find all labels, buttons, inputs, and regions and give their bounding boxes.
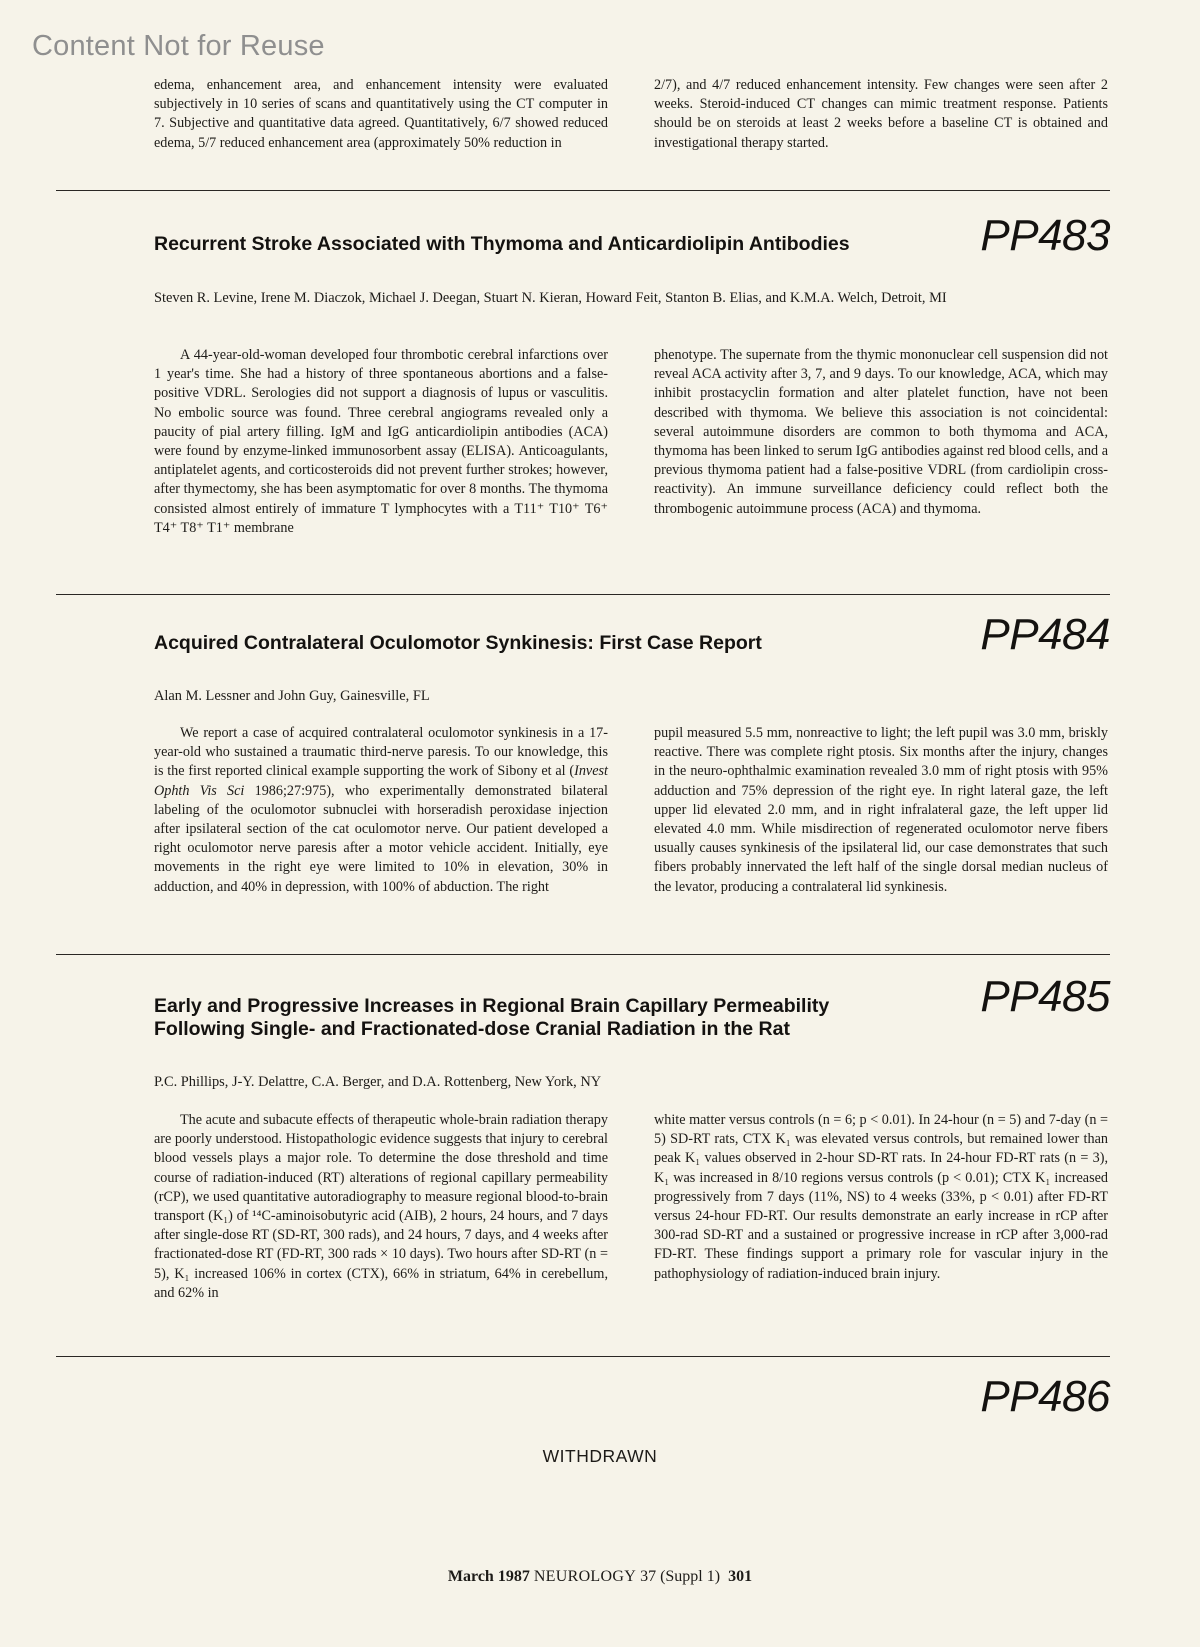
watermark: Content Not for Reuse (32, 30, 325, 62)
citation-journal: Invest Ophth Vis Sci (154, 763, 608, 799)
abstract-text: We report a case of acquired contralateral oculomotor synkinesis in a 17-year-old who sustained a traumatic third-nerve paresis. To our knowledge, this is the first reported clinical example supporting the work of Sibony et al ( (154, 725, 608, 780)
page-number: 301 (728, 1568, 753, 1585)
abstract-body-left-pp484 (154, 724, 608, 897)
abstract-authors-pp484: Alan M. Lessner and John Guy, Gainesville, FL (154, 688, 430, 704)
divider-rule (56, 594, 1110, 595)
abstract-number-pp484: PP484 (980, 610, 1110, 659)
footer-volume: 37 (Suppl 1) (640, 1568, 721, 1585)
divider-rule (56, 1356, 1110, 1357)
abstract-title-pp485: Early and Progressive Increases in Regional Brain Capillary Permeability Following Single- and Fractionated-dose Cranial Radiation in the Rat (154, 995, 830, 1040)
divider-rule (56, 954, 1110, 955)
abstract-body-right-pp485: white matter versus controls (n = 6; p < 0.01). In 24-hour (n = 5) and 7-day (n = 5) SD-RT rats, CTX K₁ was elevated versus controls, but remained lower than peak K₁ values observed in 2-hour SD-RT rats. In 24-hour FD-RT rats (n = 3), K₁ was increased in 8/10 regions versus controls (p < 0.01); CTX K₁ increased progressively from 7 days (11%, NS) to 4 weeks (33%, p < 0.01) after FD-RT versus 24-hour FD-RT. Our results demonstrate an early increase in rCP after 300-rad SD-RT and a sustained or progressive increase in rCP after 3,000-rad FD-RT. These findings support a primary role for vascular injury in the pathophysiology of radiation-induced brain injury. (654, 1112, 1108, 1282)
footer-journal: NEUROLOGY (533, 1568, 637, 1585)
abstract-text: 1986;27:975), who experimentally demonstrated bilateral labeling of the oculomotor subnuclei with horseradish peroxidase injection after ipsilateral section of the cat oculomotor nerve. Our patient developed a right oculomotor nerve paresis after a motor vehicle accident. Initially, eye movements in the right eye were limited to 10% in elevation, 30% in adduction, and 40% in depression, with 100% of abduction. The right (154, 782, 608, 895)
abstract-body-right-pp484: pupil measured 5.5 mm, nonreactive to light; the left pupil was 3.0 mm, briskly reactive. There was complete right ptosis. Six months after the injury, changes in the neuro-ophthalmic examination revealed 3.0 mm of right ptosis with 95% adduction and 75% depression of the right eye. In right lateral gaze, the left upper lid elevated 2.0 mm, and in right infralateral gaze, the left upper lid elevated 4.0 mm. While misdirection of regenerated oculomotor nerve fibers usually causes synkinesis of the ipsilateral lid, our case demonstrates that such fibers probably innervated the left half of the single dorsal median nucleus of the levator, producing a contralateral lid synkinesis. (654, 725, 1108, 895)
footer-date: March 1987 (447, 1568, 530, 1585)
abstract-title-pp484: Acquired Contralateral Oculomotor Synkinesis: First Case Report (154, 632, 762, 654)
top-fragment-right: 2/7), and 4/7 reduced enhancement intensity. Few changes were seen after 2 weeks. Steroid-induced CT changes can mimic treatment response. Patients should be on steroids at least 2 weeks before a baseline CT is obtained and investigational therapy started. (654, 77, 1108, 151)
page-footer (0, 1568, 1200, 1586)
abstract-body-left-pp485: The acute and subacute effects of therapeutic whole-brain radiation therapy are poorly understood. Histopathologic evidence suggests that injury to cerebral blood vessels plays a major role. To determine the dose threshold and time course of radiation-induced (RT) alterations of regional capillary permeability (rCP), we used quantitative autoradiography to measure regional blood-to-brain transport (K₁) of ¹⁴C-aminoisobutyric acid (AIB), 2 hours, 24 hours, and 7 days after single-dose RT (SD-RT, 300 rads), and 24 hours, 7 days, and 4 weeks after fractionated-dose RT (FD-RT, 300 rads × 10 days). Two hours after SD-RT (n = 5), K₁ increased 106% in cortex (CTX), 66% in striatum, 64% in cerebellum, and 62% in (154, 1112, 608, 1301)
withdrawn-notice: WITHDRAWN (542, 1446, 658, 1466)
abstract-number-pp486: PP486 (980, 1372, 1110, 1421)
abstract-number-pp485: PP485 (980, 972, 1110, 1021)
abstract-body-left-pp483: A 44-year-old-woman developed four thrombotic cerebral infarctions over 1 year's time. She had a history of three spontaneous abortions and a false-positive VDRL. Serologies did not support a diagnosis of lupus or vasculitis. No embolic source was found. Three cerebral angiograms revealed only a paucity of pial artery filling. IgM and IgG anticardiolipin antibodies (ACA) were found by enzyme-linked immunosorbent assay (ELISA). Anticoagulants, antiplatelet agents, and corticosteroids did not prevent further strokes; however, after thymectomy, she has been asymptomatic for over 8 months. The thymoma consisted almost entirely of immature T lymphocytes with a T11⁺ T10⁺ T6⁺ T4⁺ T8⁺ T1⁺ membrane (154, 347, 608, 536)
abstract-authors-pp485: P.C. Phillips, J-Y. Delattre, C.A. Berger, and D.A. Rottenberg, New York, NY (154, 1074, 602, 1090)
abstract-number-pp483: PP483 (980, 211, 1110, 260)
abstract-authors-pp483: Steven R. Levine, Irene M. Diaczok, Michael J. Deegan, Stuart N. Kieran, Howard Feit, Stanton B. Elias, and K.M.A. Welch, Detroit, MI (154, 290, 947, 306)
abstract-body-right-pp483: phenotype. The supernate from the thymic mononuclear cell suspension did not reveal ACA activity after 3, 7, and 9 days. To our knowledge, ACA, which may inhibit prostacyclin formation and alter platelet function, have not been described with thymoma. We believe this association is not coincidental: several autoimmune disorders are common to both thymoma and ACA, thymoma has been linked to serum IgG antibodies against red blood cells, and a previous thymoma patient had a false-positive VDRL (from cardiolipin cross-reactivity). An immune surveillance deficiency could reflect both the thrombogenic autoimmune process (ACA) and thymoma. (654, 347, 1108, 517)
abstract-title-pp483: Recurrent Stroke Associated with Thymoma and Anticardiolipin Antibodies (154, 233, 850, 255)
divider-rule (56, 190, 1110, 191)
top-fragment-left: edema, enhancement area, and enhancement intensity were evaluated subjectively in 10 series of scans and quantitatively using the CT computer in 7. Subjective and quantitative data agreed. Quantitatively, 6/7 showed reduced edema, 5/7 reduced enhancement area (approximately 50% reduction in (154, 77, 608, 151)
